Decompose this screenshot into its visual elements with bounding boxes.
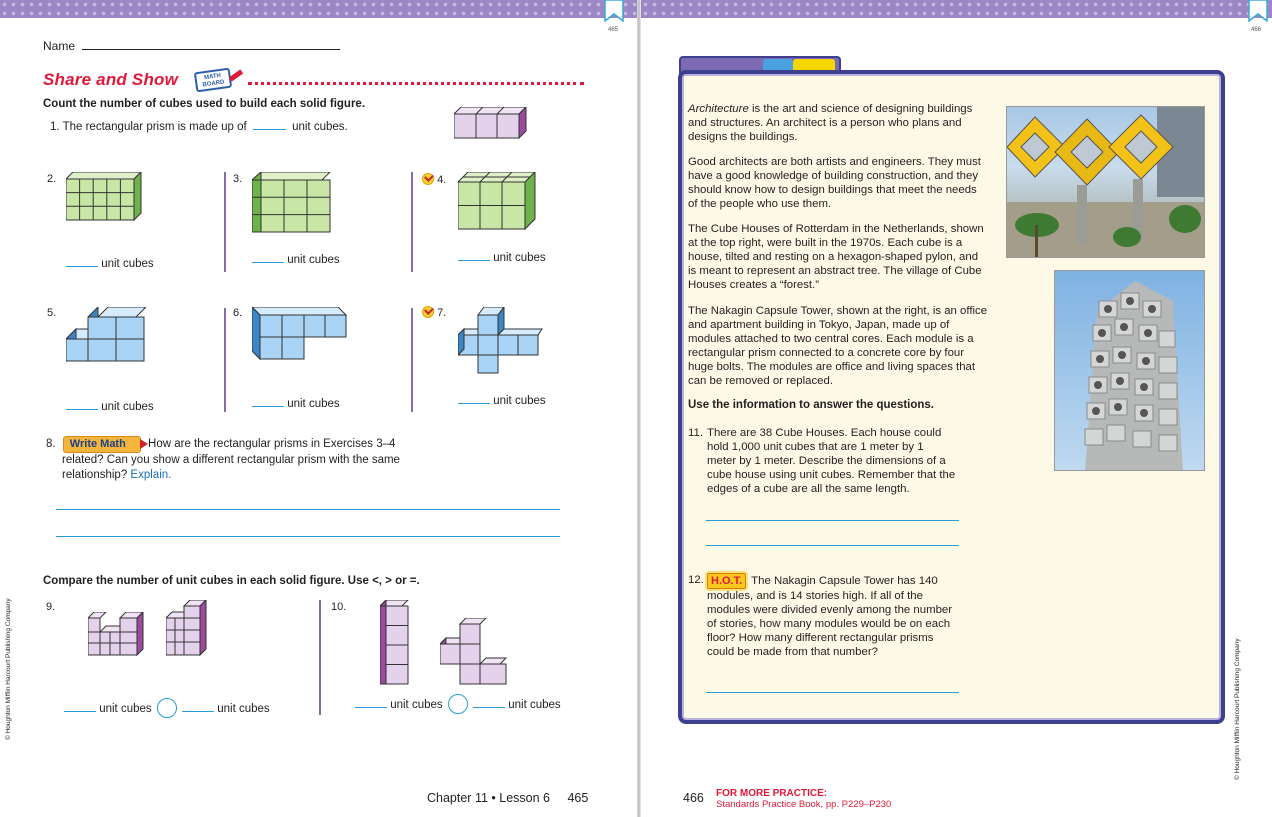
exercise-7-number: 7. [422,306,446,319]
green-prism-figure-2 [66,172,142,222]
cube-houses-photo [1006,106,1205,258]
exercise-6-number: 6. [233,307,243,319]
exercise-9-blank-b[interactable] [182,711,214,712]
bookmark-icon-right[interactable] [1247,0,1269,22]
green-prism-figure-3 [252,172,332,234]
exercise-2-blank[interactable] [66,266,98,267]
checkmark-icon-7 [422,306,434,318]
exercise-4-answer: unit cubes [458,252,546,264]
checkmark-icon-4 [422,173,434,185]
question-11-answer-line-1[interactable] [706,520,959,521]
exercise-3-blank[interactable] [252,262,284,263]
share-and-show-title: Share and Show [43,70,179,89]
exercise-2-answer: unit cubes [66,258,154,270]
exercise-5-answer: unit cubes [66,401,154,413]
nakagin-tower-photo [1054,270,1205,471]
question-11-answer-line-2[interactable] [706,545,959,546]
name-field[interactable] [43,39,340,53]
green-prism-figure-4 [458,172,538,232]
hot-badge: H.O.T. [707,573,746,589]
top-pattern-left [0,0,637,18]
purple-figure-10b [440,618,508,686]
exercise-7-blank[interactable] [458,403,490,404]
exercise-1-answer-blank[interactable] [253,129,286,130]
footer-left [427,791,588,805]
paragraph-cube-houses: The Cube Houses of Rotterdam in the Netherlands, shown at the top right, were built in the 1970s. Each cube is a house, tilted and resting on a hexagon-shaped pylon, and is meant to represent an abstract tree. The village of Cube Houses creates a “forest.” [688,223,984,291]
blue-figure-5 [66,307,146,365]
exercise-6-answer: unit cubes [252,398,340,410]
write-math-badge: Write Math [63,436,141,453]
exercise-10-compare-circle[interactable] [448,694,468,714]
pencil-tip-icon [140,439,148,449]
exercise-1: 1. The rectangular prism is made up of unit cubes. [50,121,348,133]
exercise-9-compare-circle[interactable] [157,698,177,718]
footer-page-465: 465 [567,791,589,805]
exercise-8: 8. Write Math How are the rectangular prisms in Exercises 3–4 related? Can you show a different rectangular prism with the same relationship? Explain. [46,438,400,481]
blue-figure-6 [252,307,348,361]
divider-row1-a [224,172,226,272]
practice-book-ref[interactable]: Standards Practice Book, pp. P229–P230 [716,799,892,810]
top-pattern-right [641,0,1272,18]
paragraph-good-architects: Good architects are both artists and engineers. They must have a good knowledge of building construction, and they should know how to design buildings that meet the needs of the people who use them. [688,156,981,210]
use-information-heading: Use the information to answer the questions. [688,399,935,411]
divider-row1-b [411,172,413,272]
compare-instruction: Compare the number of unit cubes in each solid figure. Use <, > or =. [43,575,420,587]
purple-figure-9a [88,612,144,656]
count-instruction: Count the number of cubes used to build each solid figure. [43,98,366,110]
share-and-show-header [43,70,588,94]
copyright-right: © Houghton Mifflin Harcourt Publishing Company [1234,638,1241,780]
divider-row2-b [411,308,413,412]
blue-figure-7 [458,307,544,375]
exercise-3-number: 3. [233,173,243,185]
dotted-rule [248,82,584,85]
more-practice-label: FOR MORE PRACTICE: [716,788,828,799]
small-page-number-left: 465 [608,27,619,33]
exercise-5-blank[interactable] [66,409,98,410]
question-11: 11. There are 38 Cube Houses. Each house could hold 1,000 unit cubes that are 1 meter by 1 meter by 1 meter. Describe the dimensions of a cube house using unit cubes. Remember that the edges of a cube are all the same length. [688,427,956,495]
purple-prism-figure [454,107,528,139]
exercise-8-answer-line-2[interactable] [56,536,560,537]
exercise-6-blank[interactable] [252,406,284,407]
exercise-10-number: 10. [331,601,347,613]
exercise-4-number: 4. [422,173,446,186]
name-label: Name [43,39,76,53]
divider-row2-a [224,308,226,412]
question-12: 12. H.O.T. The Nakagin Capsule Tower has 140 modules, and is 14 stories high. If all of the modules were divided evenly among the number of stories, how many modules would be on each floor? How many different rectangular prisms could be made from that number? [688,574,953,658]
name-blank[interactable] [82,49,340,50]
exercise-5-number: 5. [47,307,57,319]
exercise-8-answer-line-1[interactable] [56,509,560,510]
exercise-10-blank-b[interactable] [473,707,505,708]
math-board-badge: MATH BOARD [194,68,232,93]
purple-figure-9b [166,600,208,656]
exercise-10-compare: unit cubes unit cubes [355,694,561,714]
footer-page-466: 466 [683,791,704,805]
book-spine [637,0,641,817]
exercise-9-compare: unit cubes unit cubes [64,698,270,718]
exercise-9-number: 9. [46,601,56,613]
paragraph-nakagin: The Nakagin Capsule Tower, shown at the right, is an office and apartment building in Tokyo, Japan, made up of modules attached to two central cores. Each module is a rectangular prism connected to a concrete core by four huge bolts. The modules are office and living spaces that can be removed or replaced. [688,305,988,387]
bookmark-icon-left[interactable] [603,0,625,22]
footer-chapter: Chapter 11 • Lesson 6 [427,791,550,805]
question-12-answer-line[interactable] [706,692,959,693]
exercise-9-blank-a[interactable] [64,711,96,712]
divider-compare [319,600,321,715]
exercise-2-number: 2. [47,173,57,185]
pencil-icon [229,69,243,81]
exercise-7-answer: unit cubes [458,395,546,407]
paragraph-architecture: Architecture is the art and science of designing buildings and structures. An architect is a person who plans and designs the buildings. [688,103,973,143]
exercise-4-blank[interactable] [458,260,490,261]
explain-link[interactable]: Explain. [130,469,172,481]
small-page-number-right: 466 [1251,27,1262,33]
copyright-left: © Houghton Mifflin Harcourt Publishing Company [5,598,12,740]
exercise-3-answer: unit cubes [252,254,340,266]
purple-figure-10a [380,600,410,686]
exercise-10-blank-a[interactable] [355,707,387,708]
